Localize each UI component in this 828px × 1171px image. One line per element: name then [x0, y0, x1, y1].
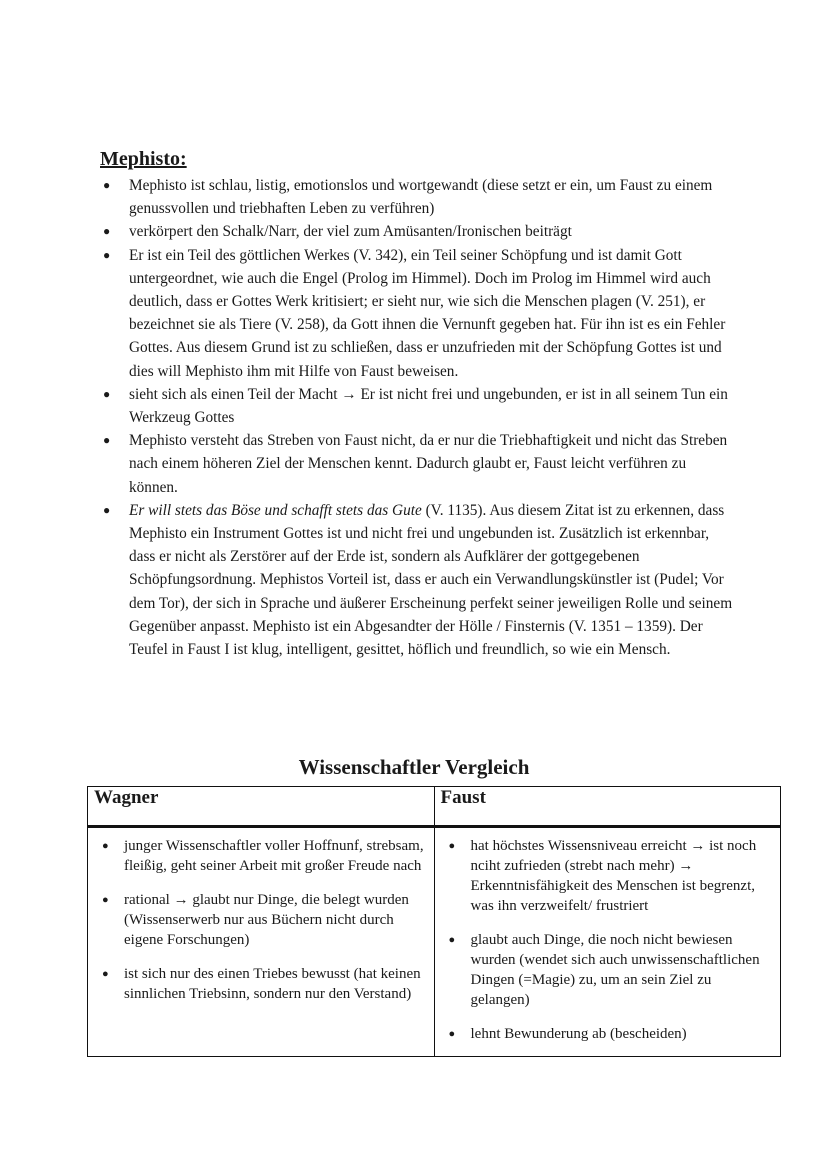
bullet-text: sieht sich als einen Teil der Macht → Er ist nicht frei und ungebunden, er ist in all seinem Tun ein Werkzeug Gottes	[129, 385, 728, 427]
list-item	[96, 244, 736, 383]
table-header-row	[88, 787, 781, 827]
wagner-list	[94, 836, 428, 1004]
bullet-icon: ●	[103, 433, 111, 448]
bullet-text	[129, 502, 732, 658]
list-item	[441, 836, 775, 916]
cell-text: glaubt auch Dinge, die noch nicht bewiesen wurden (wendet sich auch unwissenschaftlichen Dingen (=Magie) zu, um an sein Ziel zu gelangen)	[470, 932, 760, 1008]
cell-text: hat höchstes Wissensniveau erreicht → ist noch nciht zufrieden (strebt nach mehr) → Erkenntnisfähigkeit des Menschen ist begrenzt, was ihn verzweifelt/ frustriert	[470, 838, 757, 914]
table-row	[88, 827, 781, 1057]
bullet-icon: ●	[103, 224, 111, 239]
list-item	[94, 890, 428, 950]
bullet-text: Mephisto ist schlau, listig, emotionslos und wortgewandt (diese setzt er ein, um Faust zu einem genussvollen und triebhaften Leben zu verführen)	[129, 177, 713, 218]
list-item	[441, 930, 775, 1010]
bullet-text: verkörpert den Schalk/Narr, der viel zum Amüsanten/Ironischen beiträgt	[129, 223, 572, 241]
cell-text: rational → glaubt nur Dinge, die belegt wurden (Wissenserwerb nur aus Büchern nicht durch eigene Forschungen)	[124, 892, 409, 948]
mephisto-bullet-list	[96, 174, 736, 661]
cell-text: junger Wissenschaftler voller Hoffnunf, strebsam, fleißig, geht seiner Arbeit mit großer Freude nach	[124, 838, 424, 874]
mephisto-heading: Mephisto:	[100, 148, 187, 170]
list-item	[96, 499, 736, 661]
wagner-cell	[88, 827, 435, 1057]
bullet-icon: ●	[103, 502, 111, 517]
faust-cell	[434, 827, 781, 1057]
bullet-icon: ●	[448, 840, 456, 852]
list-item	[96, 429, 736, 499]
bullet-icon: ●	[448, 1028, 456, 1040]
bullet-text: Mephisto versteht das Streben von Faust nicht, da er nur die Triebhaftigkeit und nicht das Streben nach einem höheren Ziel der Menschen kennt. Dadurch glaubt er, Faust leicht verführen zu können.	[129, 432, 728, 496]
list-item	[96, 220, 736, 243]
quote-text: Er will stets das Böse und schafft stets das Gute	[129, 501, 422, 519]
list-item	[441, 1024, 775, 1044]
cell-text: lehnt Bewunderung ab (bescheiden)	[470, 1026, 687, 1042]
column-header-wagner: Wagner	[88, 787, 435, 827]
cell-text: ist sich nur des einen Triebes bewusst (hat keinen sinnlichen Triebsinn, sondern nur den Verstand)	[124, 966, 421, 1002]
faust-list	[441, 836, 775, 1044]
comparison-table	[87, 786, 781, 1057]
list-item	[94, 964, 428, 1004]
bullet-icon: ●	[102, 968, 109, 980]
bullet-icon: ●	[103, 386, 111, 401]
bullet-icon: ●	[103, 247, 111, 262]
list-item	[94, 836, 428, 876]
comparison-title: Wissenschaftler Vergleich	[298, 755, 530, 779]
bullet-icon: ●	[103, 178, 111, 192]
list-item	[96, 383, 736, 429]
bullet-icon: ●	[102, 894, 109, 906]
bullet-icon: ●	[448, 934, 456, 946]
bullet-text: Er ist ein Teil des göttlichen Werkes (V. 342), ein Teil seiner Schöpfung und ist damit Gott untergeordnet, wie auch die Engel (Prolog im Himmel). Doch im Prolog im Himmel wird auch deutlich, dass er Gottes Werk kritisiert; er sieht nur, wie sich die Menschen plagen (V. 251), er bezeichnet sie als Tiere (V. 258), da Gott ihnen die Vernunft gegeben hat. Für ihn ist es ein Fehler Gottes. Aus diesem Grund ist zu schließen, dass er unzufrieden mit der Schöpfung Gottes ist und dies will Mephisto ihm mit Hilfe von Faust beweisen.	[129, 246, 726, 380]
column-header-faust: Faust	[434, 787, 781, 827]
bullet-icon: ●	[102, 840, 109, 852]
list-item	[96, 174, 736, 220]
quote-commentary: (V. 1135). Aus diesem Zitat ist zu erkennen, dass Mephisto ein Instrument Gottes ist und nicht frei und ungebunden ist. Zusätzlich ist erkennbar, dass er nicht als Zerstörer auf der Erde ist, sondern als Aufklärer der gottgegebenen Schöpfungsordnung. Mephistos Vorteil ist, dass er auch ein Verwandlungskünstler ist (Pudel; Vor dem Tor), der sich in Sprache und äußerer Erscheinung perfekt seiner jeweiligen Rolle und seinem Gegenüber anpasst. Mephisto ist ein Abgesandter der Hölle / Finsternis (V. 1351 – 1359). Der Teufel in Faust I ist klug, intelligent, gesittet, höflich und freundlich, so wie ein Mensch.	[129, 501, 733, 659]
